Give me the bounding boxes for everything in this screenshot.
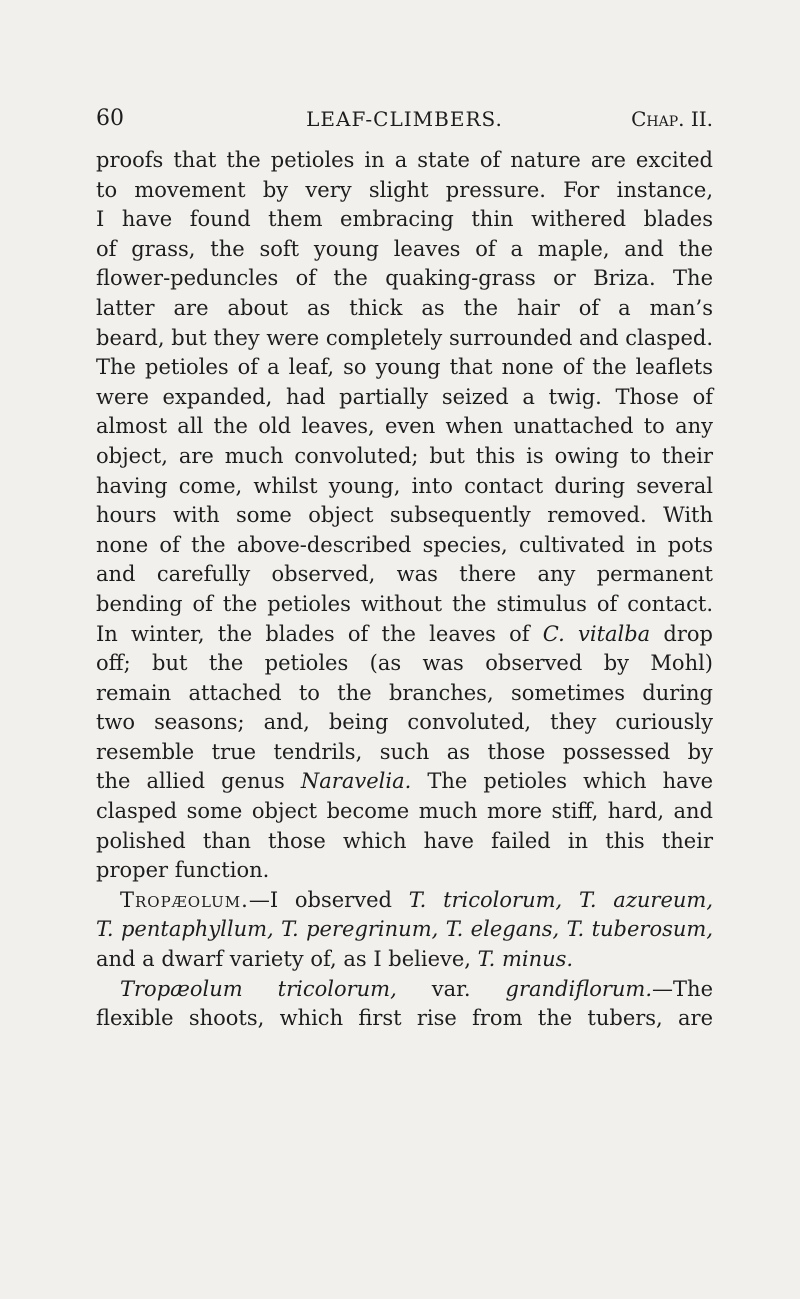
text-line: proper function. — [96, 858, 270, 883]
text-line: of grass, the soft young leaves of a maple, and the — [96, 236, 713, 261]
text-line — [96, 886, 713, 916]
variety-name: grandiflorum. — [505, 976, 653, 1001]
text-line: I have found them embracing thin withered blades — [96, 207, 713, 232]
text-line — [96, 767, 713, 797]
text-line: two seasons; and, being convoluted, they curiously — [96, 710, 713, 735]
text-line: and carefully observed, was there any permanent — [96, 562, 713, 587]
text-line — [96, 915, 713, 945]
species-list: T. tricolorum, T. azureum, — [408, 887, 713, 912]
text-line — [96, 945, 713, 975]
text-line: clasped some object become much more stiff, hard, and — [96, 799, 713, 824]
species-name: C. vitalba — [542, 621, 651, 646]
text-line: to movement by very slight pressure. For instance, — [96, 177, 713, 202]
text-line: polished than those which have failed in this their — [96, 828, 713, 853]
text-line: resemble true tendrils, such as those possessed by — [96, 739, 713, 764]
text-segment: The petioles which have — [411, 769, 713, 794]
running-head — [96, 104, 713, 134]
text-line: none of the above-described species, cultivated in pots — [96, 532, 713, 557]
text-line: object, are much convoluted; but this is owing to their — [96, 443, 713, 468]
chapter-reference: Chap. II. — [631, 107, 713, 131]
text-segment: —I observed — [248, 887, 409, 912]
text-line: bending of the petioles without the stimulus of contact. — [96, 591, 713, 616]
species-list: T. pentaphyllum, T. peregrinum, T. elegans, T. tuberosum, — [96, 917, 713, 942]
text-segment: var. — [396, 976, 506, 1001]
text-line: proofs that the petioles in a state of nature are excited — [96, 148, 713, 172]
text-line: having come, whilst young, into contact during several — [96, 473, 713, 498]
text-line: hours with some object subsequently removed. With — [96, 503, 713, 528]
text-line: were expanded, had partially seized a twig. Those of — [96, 384, 713, 409]
text-line: almost all the old leaves, even when unattached to any — [96, 414, 713, 439]
text-line — [96, 620, 713, 650]
text-line: off; but the petioles (as was observed by Mohl) — [96, 651, 713, 676]
body-text — [96, 146, 713, 1034]
text-segment: In winter, the blades of the leaves of — [96, 621, 543, 646]
text-segment: the allied genus — [96, 769, 301, 794]
text-line: beard, but they were completely surrounded and clasped. — [96, 325, 713, 350]
section-heading: Tropæolum. — [120, 887, 249, 912]
page-number: 60 — [96, 106, 124, 131]
text-line: remain attached to the branches, sometimes during — [96, 680, 713, 705]
species-name: T. minus. — [477, 947, 574, 972]
text-line — [96, 975, 713, 1005]
text-line: The petioles of a leaf, so young that none of the leaflets — [96, 355, 713, 380]
genus-name: Naravelia. — [300, 769, 412, 794]
text-segment: drop — [650, 621, 713, 646]
text-line: flexible shoots, which first rise from the tubers, are — [96, 1006, 713, 1031]
text-segment: —The — [652, 976, 713, 1001]
species-name: Tropæolum tricolorum, — [120, 976, 397, 1001]
running-title: LEAF-CLIMBERS. — [306, 107, 503, 131]
text-segment: and a dwarf variety of, as I believe, — [96, 947, 478, 972]
text-line: flower-peduncles of the quaking-grass or Briza. The — [96, 266, 713, 291]
text-line: latter are about as thick as the hair of a man’s — [96, 295, 713, 320]
